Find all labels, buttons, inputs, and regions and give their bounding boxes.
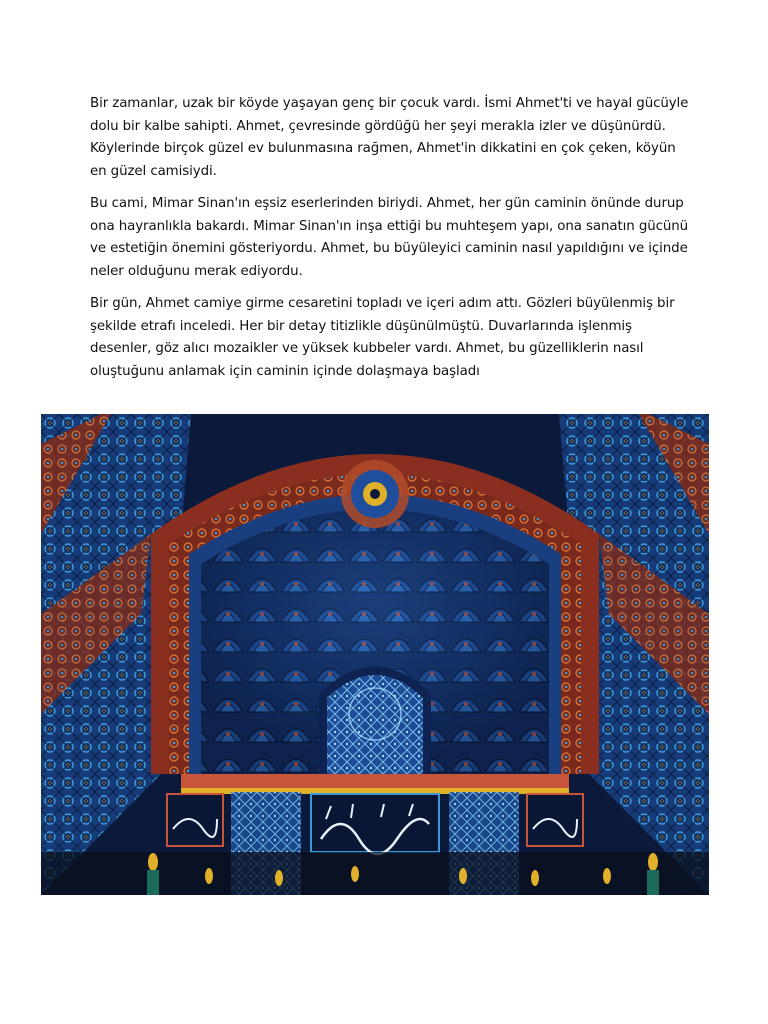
paragraph-3: Bir gün, Ahmet camiye girme cesaretini topladı ve içeri adım attı. Gözleri büyülenmiş bir şekilde etrafı inceledi. Her bir detay titizlikle düşünülmüştü. Duvarlarında işlenmiş desenler, göz alıcı mozaikler ve yüksek kubbeler vardı. Ahmet, bu güzelliklerin nasıl oluştuğunu anlamak için caminin içinde dolaşmaya başladı bbox=[90, 296, 675, 379]
paragraph-1: Bir zamanlar, uzak bir köyde yaşayan genç bir çocuk vardı. İsmi Ahmet'ti ve hayal gücüyle dolu bir kalbe sahipti. Ahmet, çevresinde gördüğü her şeyi merakla izler ve düşünürdü. Köylerinde birçok güzel ev bulunmasına rağmen, Ahmet'in dikkatini en çok çeken, köyün en güzel camisiydi. bbox=[90, 96, 689, 179]
mosque-illustration bbox=[41, 414, 709, 895]
paragraph-2: Bu cami, Mimar Sinan'ın eşsiz eserlerinden biriydi. Ahmet, her gün caminin önünde durup ona hayranlıkla bakardı. Mimar Sinan'ın inşa ettiği bu muhteşem yapı, ona sanatın gücünü ve estetiğin önemini gösteriyordu. Ahmet, bu büyüleyici caminin nasıl yapıldığını ve içinde neler olduğunu merak ediyordu. bbox=[90, 196, 689, 279]
mosque-interior-photo bbox=[41, 414, 709, 895]
story-text bbox=[90, 93, 690, 393]
